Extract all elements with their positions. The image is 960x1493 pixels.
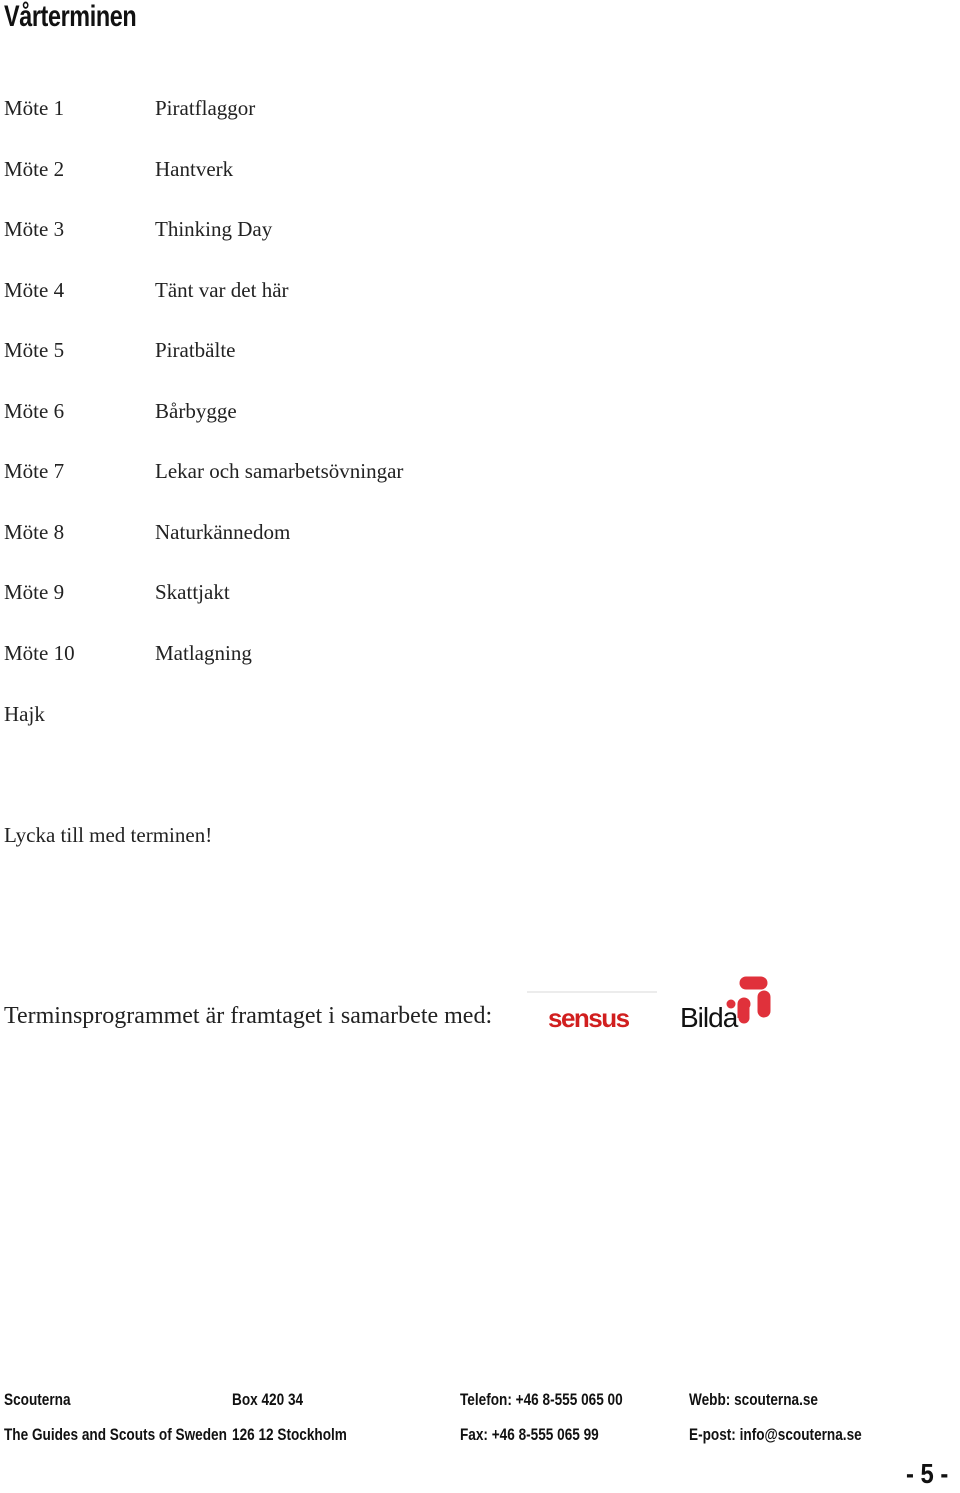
schedule-row (4, 278, 403, 339)
page-number: - 5 - (906, 1458, 949, 1489)
schedule-row (4, 580, 403, 641)
bilda-wordmark: Bilda (680, 1002, 738, 1033)
meeting-activity: Hantverk (155, 156, 234, 181)
footer-row (4, 1390, 904, 1425)
meeting-activity: Lekar och samarbetsövningar (155, 459, 404, 483)
meeting-label: Möte 2 (4, 156, 65, 181)
schedule-row (4, 338, 403, 399)
footer (4, 1390, 904, 1460)
meeting-activity: Naturkännedom (155, 519, 291, 544)
meeting-activity: Skattjakt (155, 580, 230, 604)
footer-postcode: 126 12 Stockholm (232, 1425, 347, 1444)
footer-fax: Fax: +46 8-555 065 99 (460, 1425, 599, 1444)
meeting-activity: Tänt var det här (155, 277, 289, 302)
footer-address: Box 420 34 (232, 1390, 304, 1409)
meeting-activity: Piratbälte (155, 338, 236, 362)
page-title: Vårterminen (4, 0, 137, 33)
meeting-schedule (4, 96, 403, 701)
schedule-row (4, 459, 403, 520)
footer-org-name: Scouterna (4, 1390, 71, 1409)
meeting-activity: Bårbygge (155, 398, 237, 423)
footer-web: Webb: scouterna.se (689, 1390, 818, 1409)
partner-statement: Terminsprogrammet är framtaget i samarbete med: (4, 1003, 493, 1029)
meeting-label: Möte 7 (4, 459, 65, 483)
meeting-label: Möte 8 (4, 519, 65, 544)
meeting-label: Möte 6 (4, 398, 65, 423)
meeting-activity: Thinking Day (155, 217, 273, 241)
schedule-row (4, 520, 403, 581)
meeting-label: Möte 5 (4, 338, 65, 362)
footer-phone: Telefon: +46 8-555 065 00 (460, 1390, 623, 1409)
divider (527, 991, 657, 993)
footer-org-fullname: The Guides and Scouts of Sweden (4, 1425, 227, 1444)
schedule-row (4, 217, 403, 278)
meeting-label: Möte 4 (4, 277, 65, 302)
schedule-row (4, 641, 403, 702)
sensus-logo: sensus (548, 1003, 629, 1033)
meeting-label: Möte 3 (4, 217, 65, 241)
closing-message: Lycka till med terminen! (4, 823, 213, 847)
meeting-activity: Matlagning (155, 640, 252, 665)
footer-email: E-post: info@scouterna.se (689, 1425, 862, 1444)
hajk-label: Hajk (4, 702, 45, 726)
schedule-row (4, 96, 403, 157)
meeting-label: Möte 10 (4, 640, 75, 665)
footer-row (4, 1425, 904, 1460)
meeting-label: Möte 9 (4, 580, 65, 604)
schedule-row (4, 157, 403, 218)
bilda-logo (680, 974, 780, 1038)
meeting-label: Möte 1 (4, 96, 65, 120)
schedule-row (4, 399, 403, 460)
meeting-activity: Piratflaggor (155, 96, 256, 120)
